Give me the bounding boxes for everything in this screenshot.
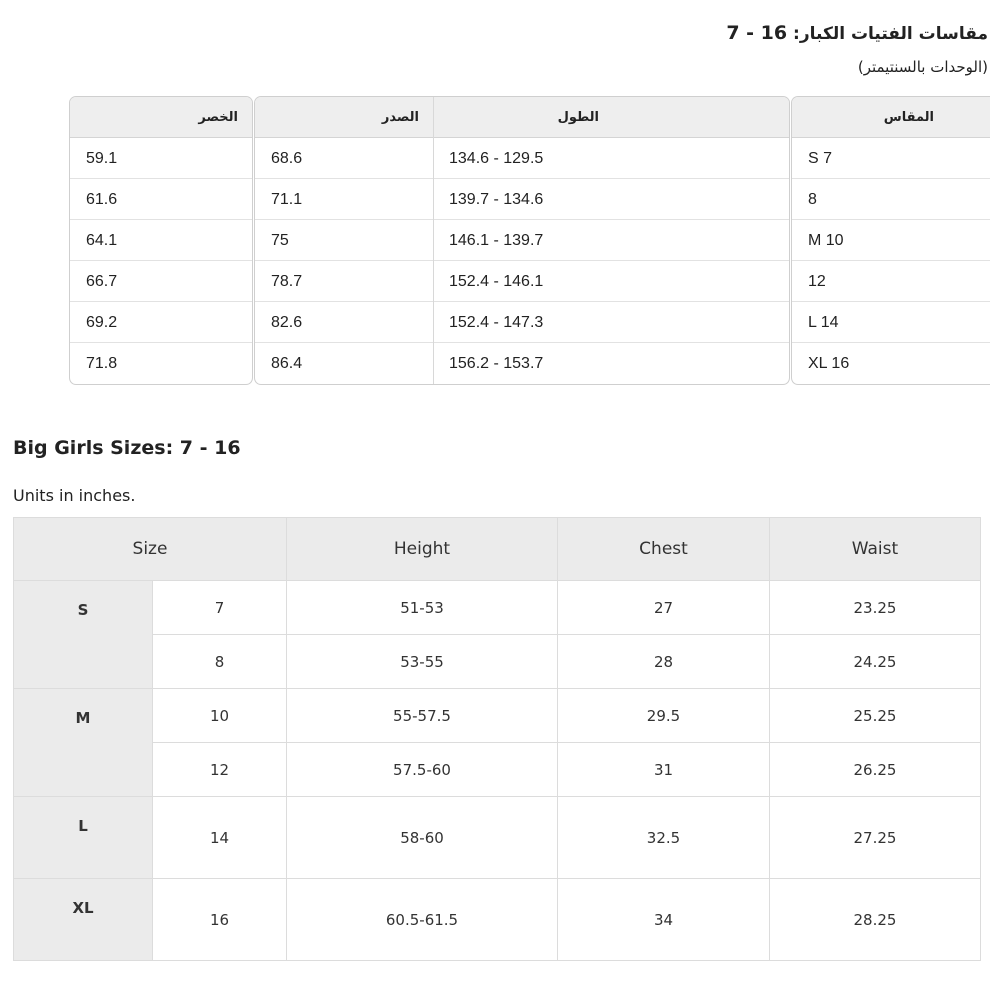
waist-value: 25.25 bbox=[770, 689, 981, 743]
height-value: 57.5-60 bbox=[287, 743, 558, 797]
arabic-size-cell: 12 bbox=[792, 261, 990, 302]
arabic-height-cell: 152.4 - 147.3 bbox=[433, 302, 789, 343]
arabic-waist-column bbox=[69, 96, 253, 385]
arabic-title-text: مقاسات الفتيات الكبار: bbox=[793, 24, 988, 44]
table-row bbox=[14, 797, 981, 879]
english-size-table bbox=[13, 517, 981, 961]
size-group-xl: XL bbox=[14, 879, 153, 961]
table-row bbox=[14, 635, 981, 689]
chest-value: 31 bbox=[558, 743, 770, 797]
size-number: 10 bbox=[153, 689, 287, 743]
size-group-s: S bbox=[14, 581, 153, 689]
arabic-header-height: الطول bbox=[433, 97, 789, 138]
waist-value: 24.25 bbox=[770, 635, 981, 689]
header-size: Size bbox=[14, 518, 287, 581]
waist-value: 26.25 bbox=[770, 743, 981, 797]
height-value: 51-53 bbox=[287, 581, 558, 635]
arabic-waist-cell: 66.7 bbox=[70, 261, 252, 302]
arabic-height-cell: 139.7 - 134.6 bbox=[433, 179, 789, 220]
arabic-waist-cell: 64.1 bbox=[70, 220, 252, 261]
arabic-chest-cell: 78.7 bbox=[255, 261, 433, 302]
size-group-l: L bbox=[14, 797, 153, 879]
table-header-row bbox=[14, 518, 981, 581]
table-row bbox=[14, 689, 981, 743]
english-units-note: Units in inches. bbox=[13, 486, 136, 505]
chest-value: 32.5 bbox=[558, 797, 770, 879]
arabic-title-range: 7 - 16 bbox=[726, 22, 788, 44]
arabic-units-note: (الوحدات بالسنتيمتر) bbox=[857, 58, 988, 76]
size-number: 14 bbox=[153, 797, 287, 879]
size-number: 8 bbox=[153, 635, 287, 689]
arabic-waist-cell: 69.2 bbox=[70, 302, 252, 343]
chest-value: 28 bbox=[558, 635, 770, 689]
table-row bbox=[14, 879, 981, 961]
chest-value: 27 bbox=[558, 581, 770, 635]
arabic-header-size: المقاس bbox=[792, 97, 990, 138]
arabic-waist-cell: 71.8 bbox=[86, 355, 118, 372]
chest-value: 34 bbox=[558, 879, 770, 961]
arabic-size-column bbox=[791, 96, 990, 385]
arabic-chest-cell: 75 bbox=[255, 220, 433, 261]
arabic-waist-cell: 61.6 bbox=[70, 179, 252, 220]
arabic-size-cell: M 10 bbox=[792, 220, 990, 261]
arabic-size-cell: XL 16 bbox=[808, 355, 850, 372]
header-chest: Chest bbox=[558, 518, 770, 581]
header-height: Height bbox=[287, 518, 558, 581]
arabic-size-cell: L 14 bbox=[792, 302, 990, 343]
height-value: 60.5-61.5 bbox=[287, 879, 558, 961]
arabic-size-cell: S 7 bbox=[792, 138, 990, 179]
english-title: Big Girls Sizes: 7 - 16 bbox=[13, 437, 241, 459]
arabic-height-cell: 146.1 - 139.7 bbox=[433, 220, 789, 261]
arabic-size-cell: 8 bbox=[792, 179, 990, 220]
arabic-title bbox=[726, 22, 988, 44]
height-value: 55-57.5 bbox=[287, 689, 558, 743]
table-row bbox=[14, 743, 981, 797]
arabic-header-waist: الخصر bbox=[70, 97, 252, 138]
size-number: 12 bbox=[153, 743, 287, 797]
arabic-height-cell: 152.4 - 146.1 bbox=[433, 261, 789, 302]
column-divider bbox=[433, 97, 434, 385]
height-value: 58-60 bbox=[287, 797, 558, 879]
arabic-header-chest: الصدر bbox=[255, 97, 433, 138]
header-waist: Waist bbox=[770, 518, 981, 581]
arabic-chest-cell: 82.6 bbox=[255, 302, 433, 343]
waist-value: 23.25 bbox=[770, 581, 981, 635]
waist-value: 28.25 bbox=[770, 879, 981, 961]
chest-value: 29.5 bbox=[558, 689, 770, 743]
size-number: 7 bbox=[153, 581, 287, 635]
arabic-chest-cell: 68.6 bbox=[255, 138, 433, 179]
arabic-chest-cell: 86.4 bbox=[271, 355, 303, 372]
arabic-height-cell: 156.2 - 153.7 bbox=[449, 355, 544, 372]
arabic-height-cell: 134.6 - 129.5 bbox=[433, 138, 789, 179]
size-number: 16 bbox=[153, 879, 287, 961]
arabic-chest-cell: 71.1 bbox=[255, 179, 433, 220]
table-row bbox=[14, 581, 981, 635]
arabic-chest-height-column bbox=[254, 96, 790, 385]
waist-value: 27.25 bbox=[770, 797, 981, 879]
arabic-size-table bbox=[69, 96, 990, 385]
size-group-m: M bbox=[14, 689, 153, 797]
height-value: 53-55 bbox=[287, 635, 558, 689]
arabic-waist-cell: 59.1 bbox=[70, 138, 252, 179]
